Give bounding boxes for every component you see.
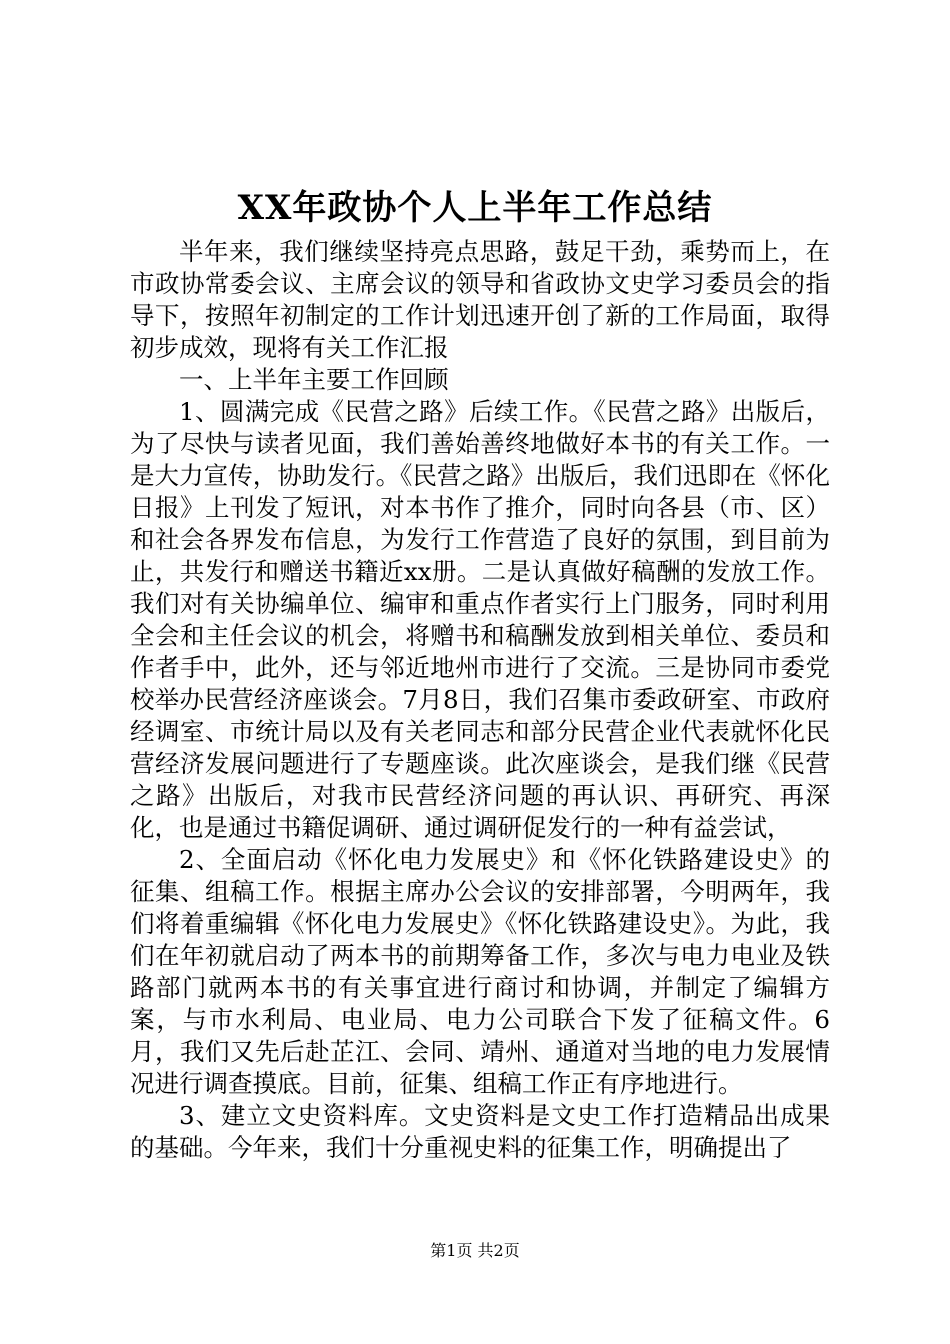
paragraph-intro: 半年来，我们继续坚持亮点思路，鼓足干劲，乘势而上，在市政协常委会议、主席会议的领导和省政协文史学习委员会的指导下，按照年初制定的工作计划迅速开创了新的工作局面，取得初步成效，现将有关工作汇报 [130, 237, 830, 362]
paragraph-item-3: 3、建立文史资料库。文史资料是文史工作打造精品出成果的基础。今年来，我们十分重视史料的征集工作，明确提出了 [130, 1101, 830, 1162]
paragraph-item-2: 2、全面启动《怀化电力发展史》和《怀化铁路建设史》的征集、组稿工作。根据主席办公会议的安排部署，今明两年，我们将着重编辑《怀化电力发展史》《怀化铁路建设史》。为此，我们在年初就启动了两本书的前期筹备工作，多次与电力电业及铁路部门就两本书的有关事宜进行商讨和协调，并制定了编辑方案，与市水利局、电业局、电力公司联合下发了征稿文件。6月，我们又先后赴芷江、会同、靖州、通道对当地的电力发展情况进行调查摸底。目前，征集、组稿工作正有序地进行。 [130, 845, 830, 1098]
page-number-footer: 第1页 共2页 [430, 1241, 520, 1260]
section-heading: 一、上半年主要工作回顾 [179, 365, 449, 394]
paragraph-item-1: 1、圆满完成《民营之路》后续工作。《民营之路》出版后，为了尽快与读者见面，我们善始善终地做好本书的有关工作。一是大力宣传，协助发行。《民营之路》出版后，我们迅即在《怀化日报》上刊发了短讯，对本书作了推介，同时向各县（市、区）和社会各界发布信息，为发行工作营造了良好的氛围，到目前为止，共发行和赠送书籍近xx册。二是认真做好稿酬的发放工作。我们对有关协编单位、编审和重点作者实行上门服务，同时利用全会和主任会议的机会，将赠书和稿酬发放到相关单位、委员和作者手中，此外，还与邻近地州市进行了交流。三是协同市委党校举办民营经济座谈会。7月8日，我们召集市委政研室、市政府经调室、市统计局以及有关老同志和部分民营企业代表就怀化民营经济发展问题进行了专题座谈。此次座谈会，是我们继《民营之路》出版后，对我市民营经济问题的再认识、再研究、再深化，也是通过书籍促调研、通过调研促发行的一种有益尝试， [130, 397, 830, 842]
document-title: XX年政协个人上半年工作总结 [237, 188, 713, 228]
document-body [130, 236, 830, 1164]
